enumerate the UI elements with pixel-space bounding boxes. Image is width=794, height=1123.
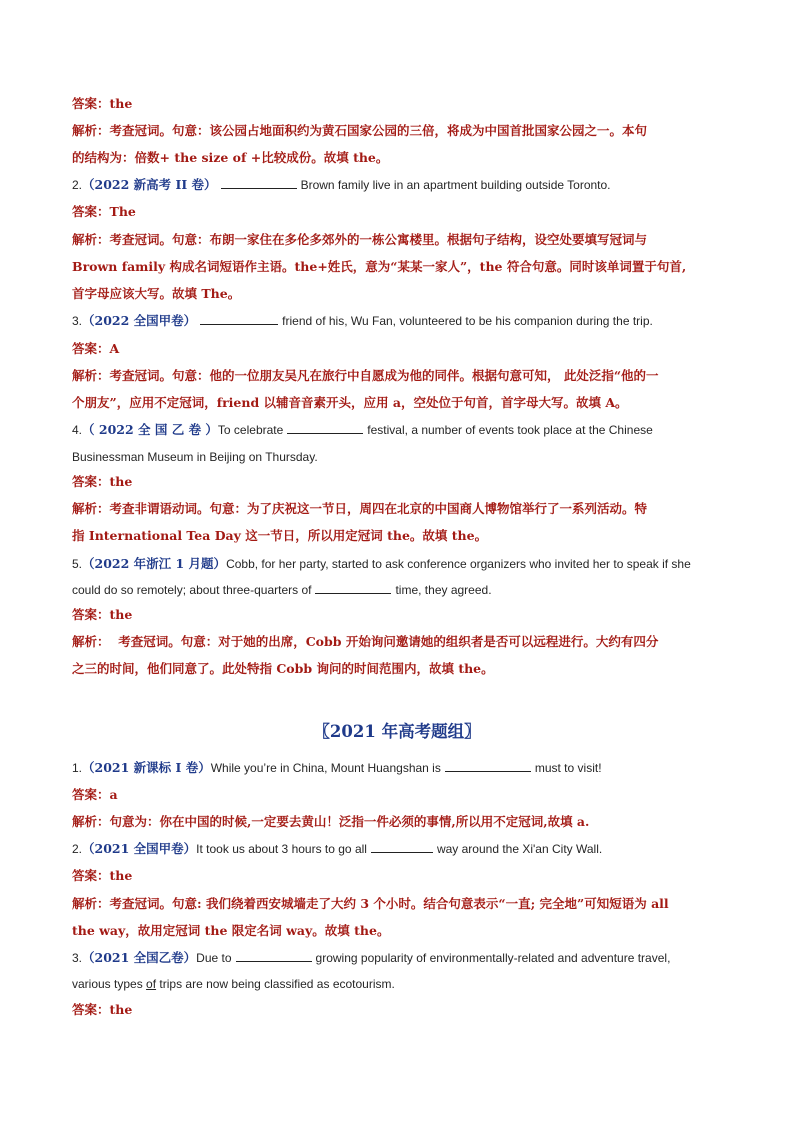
explanation-line [72, 258, 724, 276]
question-text: To celebrate [217, 423, 284, 437]
explanation-line [72, 231, 724, 249]
explanation-label: 解析： [72, 232, 110, 247]
question-source: （2021 全国甲卷） [82, 841, 197, 856]
question-text: Due to [196, 951, 232, 965]
explanation-label: 解析： [72, 814, 110, 829]
explanation-text: 句意为：你在中国的时候,一定要去黄山！泛指一件必须的事情,所以用不定冠词,故填 a. [109, 814, 590, 829]
question-number: 3. [72, 314, 83, 328]
question-source: （2022 年浙江 1 月题） [82, 556, 227, 571]
question-source: （2021 新课标 I 卷） [82, 760, 211, 775]
answer-value: the [109, 96, 133, 111]
answer-value: The [109, 204, 136, 219]
question-text: While you’re in China, Mount Huangshan is [210, 761, 441, 775]
answer-blank [371, 840, 433, 853]
question-line [72, 176, 724, 194]
explanation-line [72, 633, 724, 651]
question-text: could do so remotely; about three-quarters of [72, 583, 312, 597]
explanation-line [72, 500, 724, 518]
question-number: 4. [72, 423, 83, 437]
section-heading: 〖2021 年高考题组〗 [313, 722, 481, 741]
answer-line [72, 786, 724, 804]
explanation-line [72, 660, 724, 678]
question-text: must to visit! [534, 761, 602, 775]
explanation-line [72, 285, 724, 303]
answer-blank [287, 421, 363, 434]
question-text: trips are now being classified as ecotourism. [156, 977, 395, 991]
explanation-line [72, 813, 724, 831]
question-source: （ 2022 全 国 乙 卷 ） [82, 422, 218, 437]
explanation-line [72, 895, 724, 913]
question-number: 2. [72, 842, 83, 856]
question-line [72, 555, 724, 573]
answer-blank [315, 581, 391, 594]
explanation-text: 个朋友”，应用不定冠词，friend 以辅音音素开头，应用 a，空处位于句首，首字母大写。故填 A。 [72, 395, 628, 410]
answer-label: 答案： [72, 96, 110, 111]
question-line [72, 949, 724, 967]
question-text: various types [72, 977, 147, 991]
explanation-text: 考查冠词。句意：他的一位朋友吴凡在旅行中自愿成为他的同伴。根据句意可知， 此处泛指“他的一 [109, 368, 659, 383]
question-line [72, 448, 724, 466]
question-line [72, 840, 724, 858]
explanation-line [72, 122, 724, 140]
answer-label: 答案： [72, 204, 110, 219]
answer-label: 答案： [72, 787, 110, 802]
explanation-text: 之三的时间，他们同意了。此处特指 Cobb 询问的时间范围内，故填 the。 [72, 661, 494, 676]
question-text: Businessman Museum in Beijing on Thursday. [72, 450, 318, 464]
explanation-label: 解析： [72, 123, 110, 138]
question-text: It took us about 3 hours to go all [196, 842, 367, 856]
question-text: way around the Xi'an City Wall. [436, 842, 603, 856]
question-number: 1. [72, 761, 83, 775]
answer-label: 答案： [72, 868, 110, 883]
explanation-label: 解析： [72, 634, 110, 649]
answer-label: 答案： [72, 341, 110, 356]
question-source: （2022 新高考 II 卷） [82, 177, 217, 192]
explanation-line [72, 922, 724, 940]
answer-line [72, 340, 724, 358]
answer-blank [200, 312, 278, 325]
question-text: Brown family live in an apartment building outside Toronto. [300, 178, 611, 192]
question-line [72, 421, 724, 439]
question-text: friend of his, Wu Fan, volunteered to be his companion during the trip. [282, 314, 653, 328]
answer-line [72, 1001, 724, 1019]
answer-line [72, 473, 724, 491]
answer-line [72, 606, 724, 624]
explanation-label: 解析： [72, 368, 110, 383]
question-line [72, 759, 724, 777]
answer-value: the [109, 607, 133, 622]
question-number: 3. [72, 951, 83, 965]
answer-label: 答案： [72, 607, 110, 622]
question-text-underlined: of [146, 977, 157, 991]
answer-label: 答案： [72, 1002, 110, 1017]
answer-value: the [109, 1002, 133, 1017]
explanation-text: Brown family 构成名词短语作主语。the+姓氏，意为“某某一家人”，the 符合句意。同时该单词置于句首, [72, 259, 687, 274]
question-line [72, 975, 724, 993]
question-text: Cobb, for her party, started to ask conference organizers who invited her to speak if she [226, 557, 691, 571]
question-text: time, they agreed. [395, 583, 492, 597]
explanation-line [72, 149, 724, 167]
answer-line [72, 203, 724, 221]
question-line [72, 581, 724, 599]
explanation-text: 考查冠词。句意：该公园占地面积约为黄石国家公园的三倍，将成为中国首批国家公园之一。本句 [109, 123, 648, 138]
explanation-line [72, 367, 724, 385]
answer-value: a [109, 787, 118, 802]
explanation-text: 考查冠词。句意：布朗一家住在多伦多郊外的一栋公寓楼里。根据句子结构，设空处要填写冠词与 [109, 232, 648, 247]
answer-blank [445, 759, 531, 772]
explanation-text: 考查冠词。句意: 我们绕着西安城墙走了大约 3 个小时。结合句意表示“一直; 完全地”可知短语为 all [109, 896, 669, 911]
question-text: growing popularity of environmentally-related and adventure travel, [315, 951, 671, 965]
answer-line [72, 867, 724, 885]
question-number: 5. [72, 557, 83, 571]
question-source: （2022 全国甲卷） [82, 313, 197, 328]
question-text: festival, a number of events took place at the Chinese [367, 423, 653, 437]
answer-label: 答案： [72, 474, 110, 489]
answer-blank [236, 949, 312, 962]
explanation-text: the way，故用定冠词 the 限定名词 way。故填 the。 [72, 923, 390, 938]
explanation-line [72, 527, 724, 545]
explanation-text: 指 International Tea Day 这一节日，所以用定冠词 the。故填 the。 [72, 528, 488, 543]
explanation-label: 解析： [72, 896, 110, 911]
question-line [72, 312, 724, 330]
explanation-text: 考查冠词。句意：对于她的出席，Cobb 开始询问邀请她的组织者是否可以远程进行。大约有四分 [109, 634, 659, 649]
explanation-label: 解析： [72, 501, 110, 516]
answer-blank [221, 176, 297, 189]
question-source: （2021 全国乙卷） [82, 950, 197, 965]
question-number: 2. [72, 178, 83, 192]
answer-value: A [109, 341, 120, 356]
explanation-text: 考查非谓语动词。句意：为了庆祝这一节日，周四在北京的中国商人博物馆举行了一系列活动。特 [109, 501, 648, 516]
answer-line [72, 95, 724, 113]
answer-value: the [109, 868, 133, 883]
answer-value: the [109, 474, 133, 489]
explanation-text: 首字母应该大写。故填 The。 [72, 286, 241, 301]
explanation-line [72, 394, 724, 412]
explanation-text: 的结构为：倍数+ the size of +比较成份。故填 the。 [72, 150, 389, 165]
